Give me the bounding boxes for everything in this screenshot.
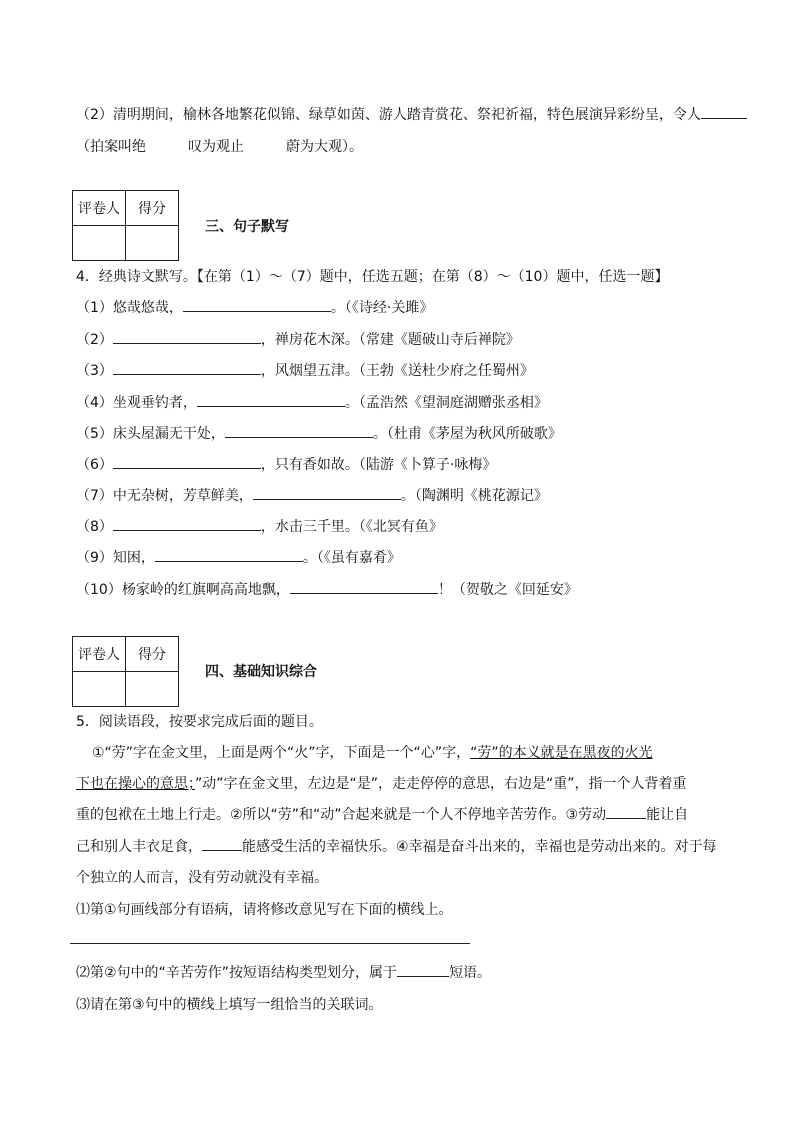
poem-item: （7）中无杂树，芳草鲜美， 。（陶渊明《桃花源记》: [76, 485, 548, 505]
answer-blank[interactable]: [225, 423, 373, 438]
section-title: 四、基础知识综合: [205, 664, 317, 680]
grader-cell[interactable]: [73, 226, 126, 261]
answer-blank[interactable]: [290, 579, 438, 594]
poem-item: （8） ，水击三千里。（《北冥有鱼》: [76, 516, 443, 536]
passage-line: 下也在操心的意思；”动”字在金文里，左边是“是”，走走停停的意思，右边是“重”，指一个人背着重: [76, 776, 687, 792]
poem-item: （1）悠哉悠哉， 。（《诗经·关雎》: [76, 297, 433, 317]
q2-options: （拍案叫绝 叹为观止 蔚为大观）。: [76, 139, 363, 155]
answer-blank[interactable]: [606, 804, 646, 819]
answer-blank[interactable]: [155, 547, 303, 562]
grader-header: 评卷人: [73, 191, 126, 226]
poem-item: （3） ，风烟望五津。（王勃《送杜少府之任蜀州》: [76, 360, 534, 380]
score-table: [72, 636, 179, 707]
answer-blank[interactable]: [183, 297, 331, 312]
q5-title: 5．阅读语段，按要求完成后面的题目。: [76, 714, 323, 730]
q4-title: 4．经典诗文默写。【在第（1）～（7）题中，任选五题；在第（8）～（10）题中，任选一题】: [76, 269, 669, 285]
score-header: 得分: [126, 191, 179, 226]
passage-line: 己和别人丰衣足食， 能感受生活的幸福快乐。④幸福是奋斗出来的，幸福也是劳动出来的。对于每: [76, 836, 717, 856]
answer-blank[interactable]: [197, 392, 345, 407]
sub-question-1: ⑴第①句画线部分有语病，请将修改意见写在下面的横线上。: [76, 902, 453, 918]
score-cell[interactable]: [126, 226, 179, 261]
underlined-text: 下也在操心的意思；: [76, 776, 195, 792]
poem-item: （2） ，禅房花木深。（常建《题破山寺后禅院》: [76, 329, 520, 349]
section-title: 三、句子默写: [205, 219, 289, 235]
answer-blank[interactable]: [253, 485, 401, 500]
answer-blank[interactable]: [701, 104, 747, 119]
answer-blank[interactable]: [113, 516, 261, 531]
answer-blank[interactable]: [202, 836, 242, 851]
passage-line: ①“劳”字在金文里，上面是两个“火”字，下面是一个“心”字，“劳”的本义就是在黑夜的火光: [92, 745, 653, 761]
underlined-text: “劳”的本义就是在黑夜的火光: [470, 745, 653, 761]
poem-item: （10）杨家岭的红旗啊高高地飘， ！（贺敬之《回延安》: [76, 579, 578, 599]
answer-blank[interactable]: [397, 962, 449, 977]
score-header: 得分: [126, 637, 179, 672]
sub-question-3: ⑶请在第③句中的横线上填写一组恰当的关联词。: [76, 997, 383, 1013]
passage-line: 重的包袱在土地上行走。②所以“劳”和“动”合起来就是一个人不停地辛苦劳作。③劳动 能让自: [76, 804, 688, 824]
q2-line1: （2）清明期间，榆林各地繁花似锦、绿草如茵、游人踏青赏花、祭祀祈福，特色展演异彩纷呈，令人: [76, 104, 747, 124]
score-table: [72, 190, 179, 261]
passage-line: 个独立的人而言，没有劳动就没有幸福。: [76, 870, 328, 886]
answer-blank[interactable]: [113, 454, 261, 469]
poem-item: （9）知困， 。（《虽有嘉肴》: [76, 547, 401, 567]
grader-header: 评卷人: [73, 637, 126, 672]
answer-blank[interactable]: [113, 360, 261, 375]
sub-question-2: ⑵第②句中的“辛苦劳作”按短语结构类型划分，属于 短语。: [76, 962, 491, 982]
poem-item: （4）坐观垂钓者， 。（孟浩然《望洞庭湖赠张丞相》: [76, 392, 548, 412]
grader-cell[interactable]: [73, 672, 126, 707]
score-cell[interactable]: [126, 672, 179, 707]
poem-item: （5）床头屋漏无干处， 。（杜甫《茅屋为秋风所破歌》: [76, 423, 562, 443]
poem-item: （6） ，只有香如故。（陆游《卜算子·咏梅》: [76, 454, 496, 474]
answer-blank[interactable]: [113, 329, 261, 344]
answer-line[interactable]: [70, 943, 470, 944]
